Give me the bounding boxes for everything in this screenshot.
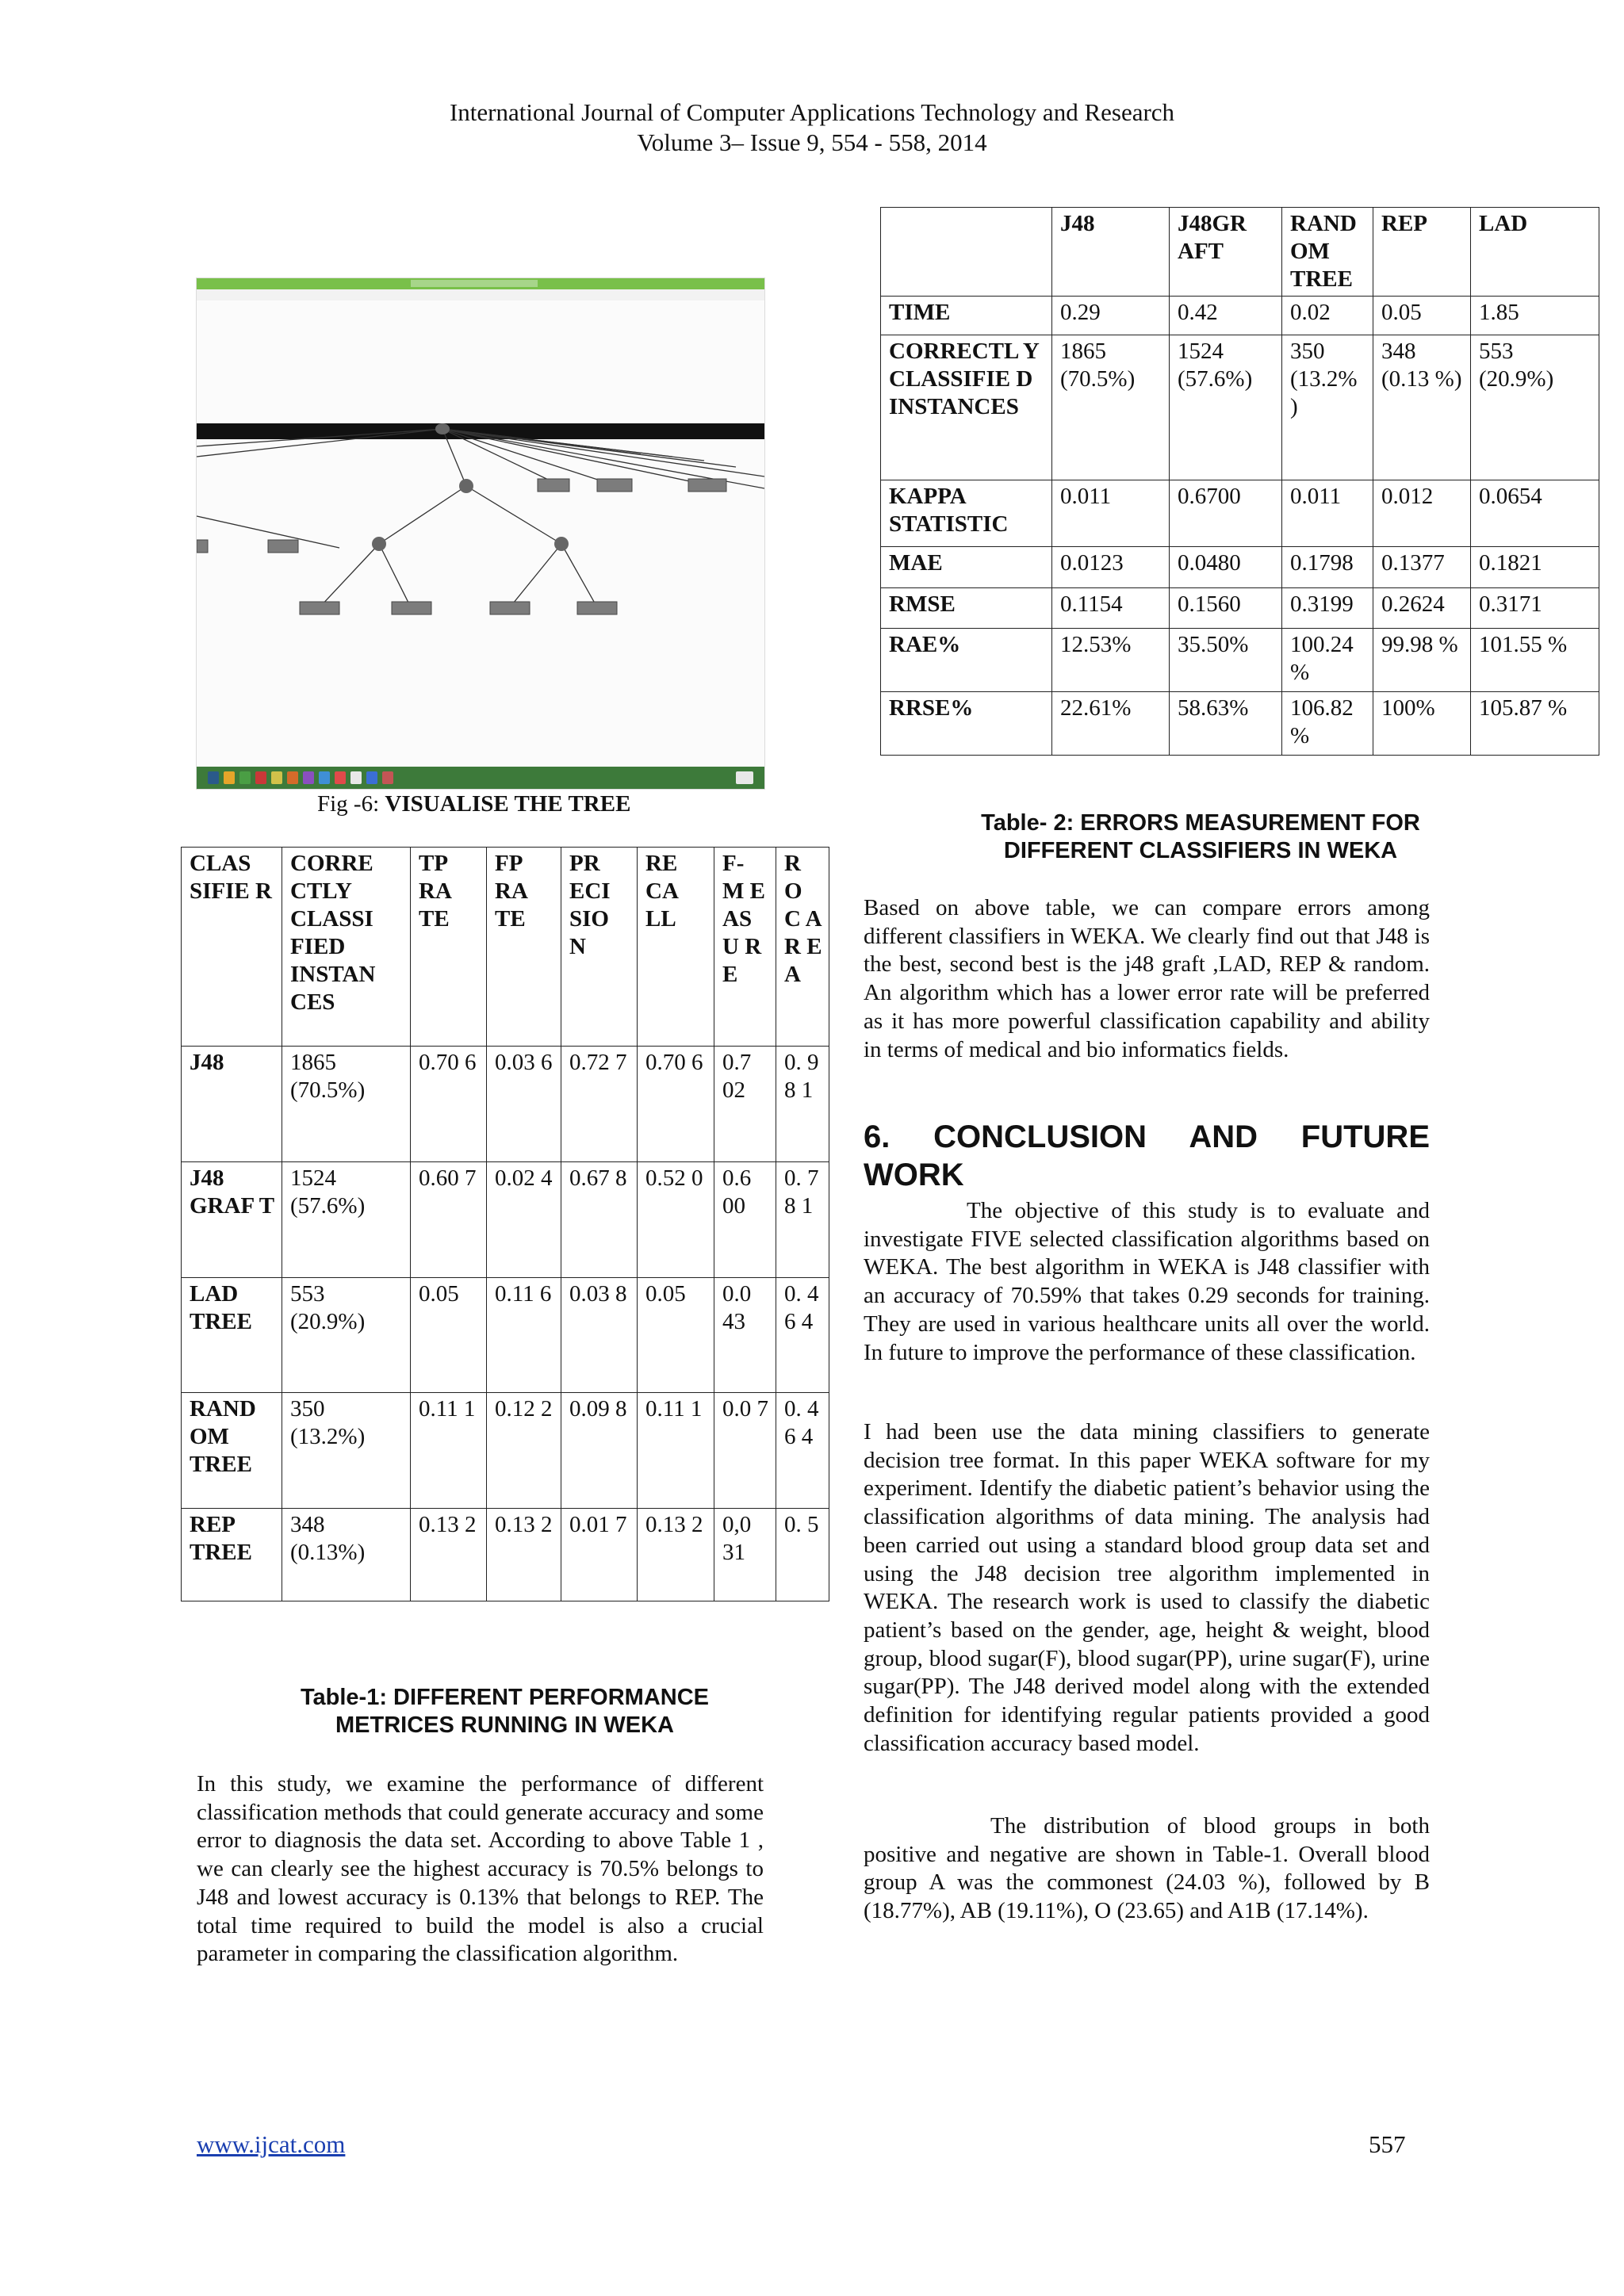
table-header-cell: REP [1373,208,1471,297]
table-cell: TIME [881,297,1052,335]
table-header-cell: LAD [1471,208,1599,297]
table-cell: 0.70 6 [411,1047,487,1162]
table-cell: J48 GRAF T [182,1162,282,1278]
table-cell: 0.02 4 [487,1162,561,1278]
table-row [881,480,1599,547]
table-cell: 0.1377 [1373,547,1471,588]
table-cell: 553 (20.9%) [1471,335,1599,480]
table-cell: 0. 5 [776,1509,829,1601]
table-cell: 348 (0.13%) [282,1509,411,1601]
table-cell: 0.6700 [1170,480,1282,547]
table-header-cell: RE CA LL [638,848,714,1047]
table-cell: 0.70 6 [638,1047,714,1162]
table-cell: 1865 (70.5%) [1052,335,1170,480]
table-cell: 12.53% [1052,629,1170,692]
table-cell: 350 (13.2%) [282,1393,411,1509]
table-cell: 22.61% [1052,692,1170,756]
table-cell: 0.12 2 [487,1393,561,1509]
table-cell: 0.0123 [1052,547,1170,588]
table-header-row [881,208,1599,297]
table-cell: 100.24 % [1282,629,1373,692]
table-cell: 0.60 7 [411,1162,487,1278]
table-header-cell: F- M E AS U R E [714,848,776,1047]
table-cell: 0.03 6 [487,1047,561,1162]
table-cell: 0.1798 [1282,547,1373,588]
table-cell: 101.55 % [1471,629,1599,692]
table-cell: 0.13 2 [638,1509,714,1601]
table-cell: 0.6 00 [714,1162,776,1278]
table-cell: 100% [1373,692,1471,756]
table-header-cell: CLAS SIFIE R [182,848,282,1047]
table-cell: 0.1821 [1471,547,1599,588]
decision-tree-diagram [197,278,764,789]
table1-caption-line1: Table-1: DIFFERENT PERFORMANCE [300,1685,710,1710]
table-cell: 0.13 2 [411,1509,487,1601]
table-row [881,692,1599,756]
section-heading: 6. CONCLUSION AND FUTURE WORK [864,1119,1430,1192]
table-cell: RAND OM TREE [182,1393,282,1509]
table-cell: 0.52 0 [638,1162,714,1278]
table-cell: 0.13 2 [487,1509,561,1601]
table-header-cell: J48 [1052,208,1170,297]
table-cell: 0.0 7 [714,1393,776,1509]
table-cell: 0.03 8 [561,1278,638,1393]
table-header-cell: PR ECI SIO N [561,848,638,1047]
table-header-cell: RAND OM TREE [1282,208,1373,297]
table-row [881,335,1599,480]
errors-table [880,207,1599,756]
table2-caption [869,809,1532,865]
figure-caption [317,790,630,817]
table-row [182,1278,829,1393]
table-cell: KAPPA STATISTIC [881,480,1052,547]
table-cell: 0.1154 [1052,588,1170,629]
figure-caption-title: VISUALISE THE TREE [385,791,631,817]
table-cell: 0.012 [1373,480,1471,547]
table-cell: 0.02 [1282,297,1373,335]
right-paragraph-1: Based on above table, we can compare errors among different classifiers in WEKA. We clearly find out that J48 is the best, second best is the j48 graft ,LAD, REP & random. An algorithm which has a lower error rate will be preferred as it has more powerful classification capability and ability in terms of medical and bio informatics fields. [864,895,1430,1062]
table-cell: 0.011 [1282,480,1373,547]
tree-visualisation-figure [196,277,765,790]
table-cell: MAE [881,547,1052,588]
table-cell: 0. 4 6 4 [776,1278,829,1393]
table-cell: RMSE [881,588,1052,629]
table-cell: 0.09 8 [561,1393,638,1509]
table-cell: 0.11 1 [638,1393,714,1509]
table-row [881,588,1599,629]
table-cell: 0. 4 6 4 [776,1393,829,1509]
table-cell: 0.0480 [1170,547,1282,588]
table-row [182,1047,829,1162]
table-cell: 0.3171 [1471,588,1599,629]
figure-caption-prefix: Fig -6: [317,791,385,817]
table-cell: 0.05 [638,1278,714,1393]
right-paragraph-3: I had been use the data mining classifiers to generate decision tree format. In this paper WEKA software for my experiment. Identify the diabetic patient’s behavior using the classification algorithms of data mining. The analysis had been carried out using a standard blood group data set and using the J48 decision tree algorithm implemented in WEKA. The research work is used to classify the diabetic patient’s based on the gender, age, height & weight, blood group, blood sugar(F), blood sugar(PP), urine sugar(F), urine sugar(PP). The J48 derived model along with the extended definition for identifying regular patients provided a good classification accuracy based model. [864,1419,1430,1756]
table-cell: 0.67 8 [561,1162,638,1278]
right-paragraph-2 [864,1197,1430,1367]
table-row [881,297,1599,335]
table-row [182,1509,829,1601]
table-cell: 0.7 02 [714,1047,776,1162]
table1-caption [181,1684,829,1739]
table-header-cell: J48GR AFT [1170,208,1282,297]
table-cell: RRSE% [881,692,1052,756]
table-row [881,547,1599,588]
footer-website-link[interactable]: www.ijcat.com [197,2130,346,2158]
table-cell: 0.11 6 [487,1278,561,1393]
table-cell: 58.63% [1170,692,1282,756]
table-cell: 0.1560 [1170,588,1282,629]
table-header-cell: R O C A R E A [776,848,829,1047]
table-cell: 553 (20.9%) [282,1278,411,1393]
table-header-row [182,848,829,1047]
table-cell: 0.0 43 [714,1278,776,1393]
table-header-cell: CORRE CTLY CLASSI FIED INSTAN CES [282,848,411,1047]
journal-title: International Journal of Computer Applications Technology and Research [449,98,1175,126]
table-cell: 0,0 31 [714,1509,776,1601]
table-cell: CORRECTL Y CLASSIFIE D INSTANCES [881,335,1052,480]
table-cell: 35.50% [1170,629,1282,692]
table-cell: 0.72 7 [561,1047,638,1162]
table-cell: LAD TREE [182,1278,282,1393]
table-cell: 0.42 [1170,297,1282,335]
page-number: 557 [1369,2130,1406,2158]
table2-caption-line1: Table- 2: ERRORS MEASUREMENT FOR [981,810,1420,836]
table-header-cell: FP RA TE [487,848,561,1047]
table-cell: 0.011 [1052,480,1170,547]
table-row [881,629,1599,692]
table-row [182,1162,829,1278]
table-cell: 0. 9 8 1 [776,1047,829,1162]
table-cell: 106.82 % [1282,692,1373,756]
table-header-cell [881,208,1052,297]
table-cell: 0.2624 [1373,588,1471,629]
table-cell: RAE% [881,629,1052,692]
table-row [182,1393,829,1509]
table-cell: 0.05 [411,1278,487,1393]
table-cell: 0.29 [1052,297,1170,335]
table-cell: 0.3199 [1282,588,1373,629]
table-cell: 0.0654 [1471,480,1599,547]
table-cell: 99.98 % [1373,629,1471,692]
right-paragraph-4-text: The distribution of blood groups in both positive and negative are shown in Table-1. Overall blood group A was the commonest (24.03 %), followed by B (18.77%), AB (19.11%), O (23.65) and A1B (17.14%). [864,1813,1430,1924]
performance-table [181,847,829,1601]
table-cell: 0. 7 8 1 [776,1162,829,1278]
table-cell: 0.01 7 [561,1509,638,1601]
table-cell: 0.11 1 [411,1393,487,1509]
table-cell: 1.85 [1471,297,1599,335]
table-cell: J48 [182,1047,282,1162]
table-cell: 1865 (70.5%) [282,1047,411,1162]
table-cell: REP TREE [182,1509,282,1601]
table-cell: 1524 (57.6%) [282,1162,411,1278]
journal-volume: Volume 3– Issue 9, 554 - 558, 2014 [637,128,987,156]
table-cell: 105.87 % [1471,692,1599,756]
os-taskbar [197,767,764,789]
table-header-cell: TP RA TE [411,848,487,1047]
table2-caption-line2: DIFFERENT CLASSIFIERS IN WEKA [1003,838,1398,863]
right-paragraph-2-text: The objective of this study is to evaluate and investigate FIVE selected classification algorithms based on WEKA. The best algorithm in WEKA is J48 classifier with an accuracy of 70.59% that takes 0.29 seconds for training. They are used in various healthcare units all over the world. In future to improve the performance of these classification. [864,1198,1430,1365]
left-paragraph: In this study, we examine the performance of different classification methods that could generate accuracy and some error to diagnosis the data set. According to above Table 1 , we can clearly see the highest accuracy is 70.5% belongs to J48 and lowest accuracy is 0.13% that belongs to REP. The total time required to build the model is also a crucial parameter in comparing the classification algorithm. [197,1771,764,1967]
right-paragraph-4 [864,1812,1430,1926]
table-cell: 348 (0.13 %) [1373,335,1471,480]
table-cell: 350 (13.2% ) [1282,335,1373,480]
table1-caption-line2: METRICES RUNNING IN WEKA [335,1712,674,1738]
table-cell: 1524 (57.6%) [1170,335,1282,480]
table-cell: 0.05 [1373,297,1471,335]
